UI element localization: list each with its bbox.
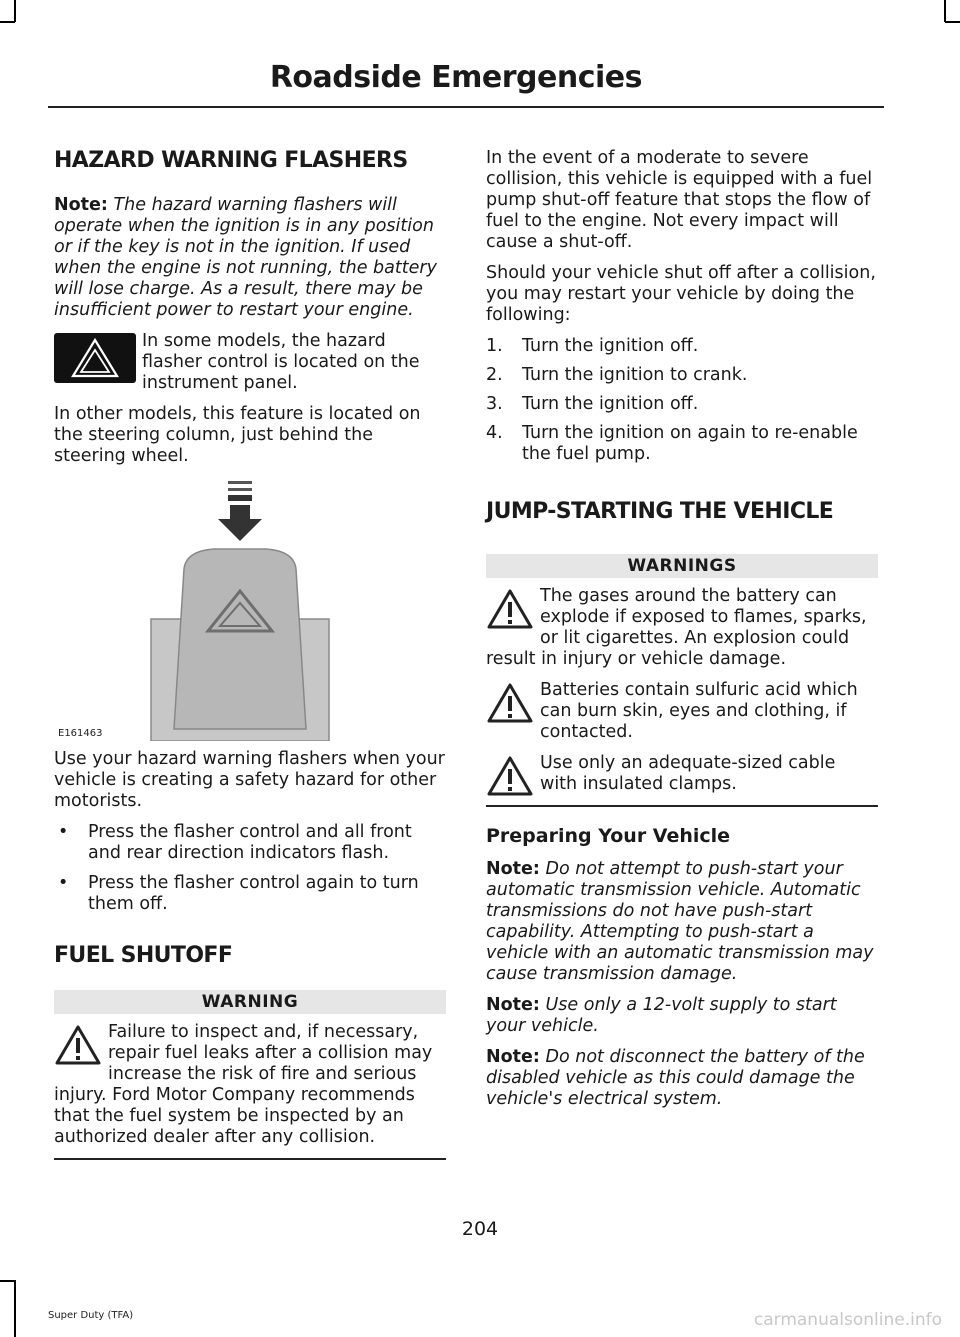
list-item: 3. Turn the ignition off. (486, 394, 699, 414)
hazard-note (54, 195, 446, 321)
crop-mark (14, 1280, 16, 1337)
header-rule (48, 106, 884, 108)
fuel-warning-box (54, 990, 446, 1160)
left-column (54, 140, 446, 1178)
list-item: • Press the flasher control again to turn them off. (58, 873, 419, 914)
warning-text: Use only an adequate-sized cable with insulated clamps. (540, 753, 836, 794)
hazard-bullets (54, 822, 446, 915)
crop-mark (945, 21, 960, 23)
jump-note (486, 859, 878, 985)
warnings-label: WARNINGS (486, 554, 878, 578)
hazard-triangle-icon (54, 333, 136, 383)
note-label: Note: (486, 1047, 540, 1067)
warning-item (54, 1022, 446, 1148)
crop-mark (0, 1280, 15, 1282)
jump-note (486, 1047, 878, 1110)
warning-rule (54, 1158, 446, 1160)
restart-intro: Should your vehicle shut off after a collision, you may restart your vehicle by doing the following: (486, 263, 876, 325)
section-title: Roadside Emergencies (269, 60, 642, 95)
list-item: 2. Turn the ignition to crank. (486, 365, 748, 385)
panel-text: In some models, the hazard flasher control is located on the instrument panel. (142, 331, 420, 393)
use-text: Use your hazard warning flashers when your vehicle is creating a safety hazard for other motorists. (54, 749, 445, 811)
note-text: The hazard warning flashers will operate when the ignition is in any position or if the key is not in the ignition. If used when the engine is not running, the battery will lose charge. As a result, there may be insufficient power to restart your engine. (54, 195, 437, 320)
warning-item (486, 680, 878, 743)
warning-item (486, 586, 878, 670)
list-item: 4. Turn the ignition on again to re-enable the fuel pump. (486, 423, 858, 464)
warning-rule (486, 805, 878, 807)
hazard-button-figure (54, 479, 446, 741)
fuel-shutoff-text: In the event of a moderate to severe collision, this vehicle is equipped with a fuel pump shut-off feature that stops the flow of fuel to the engine. Not every impact will cause a shut-off. (486, 148, 873, 252)
watermark: carmanualsonline.info (753, 1310, 942, 1330)
column-text: In other models, this feature is located on the steering column, just behind the steering wheel. (54, 404, 421, 466)
jump-warnings-box (486, 554, 878, 807)
warning-text: Batteries contain sulfuric acid which can burn skin, eyes and clothing, if contacted. (540, 680, 858, 742)
hazard-heading: HAZARD WARNING FLASHERS (54, 148, 408, 173)
crop-mark (0, 21, 15, 23)
page-number: 204 (461, 1218, 499, 1240)
preparing-subheading: Preparing Your Vehicle (486, 825, 731, 847)
warning-label: WARNING (54, 990, 446, 1014)
fuel-heading: FUEL SHUTOFF (54, 943, 233, 968)
crop-mark (14, 0, 16, 22)
warning-triangle-icon (486, 682, 534, 724)
hazard-panel-block (54, 331, 446, 394)
warning-triangle-icon (486, 755, 534, 797)
jump-note (486, 995, 878, 1037)
list-item: • Press the flasher control and all front and rear direction indicators flash. (58, 822, 412, 863)
note-text: Do not disconnect the battery of the disabled vehicle as this could damage the vehicle's electrical system. (486, 1047, 865, 1109)
hazard-button-illustration (54, 479, 446, 741)
restart-steps (486, 336, 878, 465)
warning-triangle-icon (486, 588, 534, 630)
right-column (486, 140, 878, 1120)
note-label: Note: (486, 859, 540, 879)
crop-mark (944, 0, 946, 22)
note-text: Use only a 12-volt supply to start your vehicle. (486, 995, 837, 1036)
jump-heading: JUMP-STARTING THE VEHICLE (486, 499, 834, 524)
list-item: 1. Turn the ignition off. (486, 336, 699, 356)
footer-model: Super Duty (TFA) (48, 1310, 134, 1321)
note-label: Note: (486, 995, 540, 1015)
note-text: Do not attempt to push-start your automatic transmission vehicle. Automatic transmissions do not have push-start capability. Attempting to push-start a vehicle with an automatic transmission may cause transmission damage. (486, 859, 874, 984)
warning-triangle-icon (54, 1024, 102, 1066)
warning-text: The gases around the battery can explode if exposed to flames, sparks, or lit cigarettes. An explosion could result in injury or vehicle damage. (486, 586, 867, 669)
figure-code: E161463 (58, 728, 103, 739)
warning-item (486, 753, 878, 795)
note-label: Note: (54, 195, 108, 215)
fuel-warning-text: Failure to inspect and, if necessary, repair fuel leaks after a collision may increase the risk of fire and serious injury. Ford Motor Company recommends that the fuel system be inspected by an authorized dealer after any collision. (54, 1022, 433, 1147)
